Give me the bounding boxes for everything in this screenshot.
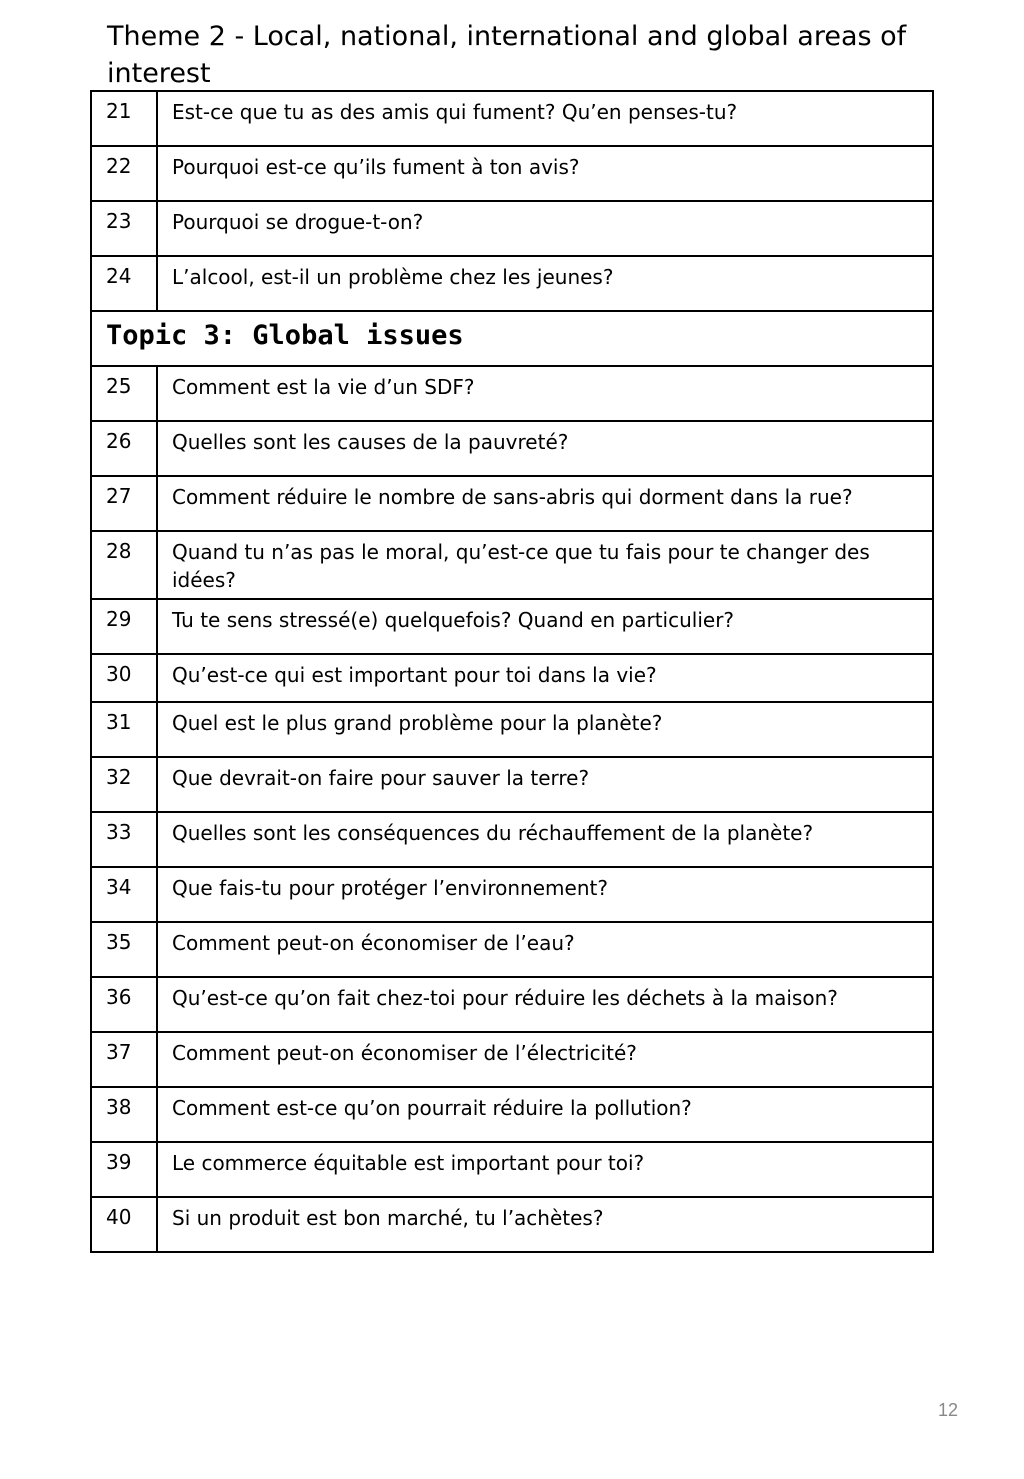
question-number: 21 bbox=[91, 91, 157, 146]
question-number: 32 bbox=[91, 757, 157, 812]
question-number: 30 bbox=[91, 654, 157, 702]
question-number: 33 bbox=[91, 812, 157, 867]
table-row bbox=[91, 812, 933, 867]
question-text: Comment est-ce qu’on pourrait réduire la pollution? bbox=[157, 1087, 933, 1142]
question-text: Qu’est-ce qu’on fait chez-toi pour réduire les déchets à la maison? bbox=[157, 977, 933, 1032]
table-row bbox=[91, 1197, 933, 1252]
question-text: Comment peut-on économiser de l’électricité? bbox=[157, 1032, 933, 1087]
table-row bbox=[91, 476, 933, 531]
question-number: 34 bbox=[91, 867, 157, 922]
question-number: 27 bbox=[91, 476, 157, 531]
question-number: 37 bbox=[91, 1032, 157, 1087]
table-row bbox=[91, 366, 933, 421]
question-number: 23 bbox=[91, 201, 157, 256]
page-number: 12 bbox=[938, 1400, 959, 1420]
table-row bbox=[91, 91, 933, 146]
question-text: Quand tu n’as pas le moral, qu’est-ce que tu fais pour te changer des idées? bbox=[157, 531, 933, 599]
question-number: 36 bbox=[91, 977, 157, 1032]
question-number: 28 bbox=[91, 531, 157, 599]
table-row bbox=[91, 702, 933, 757]
table-row bbox=[91, 867, 933, 922]
question-number: 26 bbox=[91, 421, 157, 476]
page-title: Theme 2 - Local, national, international and global areas of interest bbox=[107, 21, 907, 89]
question-number: 35 bbox=[91, 922, 157, 977]
question-text: Tu te sens stressé(e) quelquefois? Quand en particulier? bbox=[157, 599, 933, 654]
questions-table bbox=[90, 90, 934, 1253]
question-number: 24 bbox=[91, 256, 157, 311]
question-text: Comment peut-on économiser de l’eau? bbox=[157, 922, 933, 977]
question-text: Si un produit est bon marché, tu l’achètes? bbox=[157, 1197, 933, 1252]
table-row bbox=[91, 256, 933, 311]
question-text: Le commerce équitable est important pour toi? bbox=[157, 1142, 933, 1197]
question-number: 25 bbox=[91, 366, 157, 421]
question-text: Comment est la vie d’un SDF? bbox=[157, 366, 933, 421]
question-text: Qu’est-ce qui est important pour toi dans la vie? bbox=[157, 654, 933, 702]
question-text: Pourquoi est-ce qu’ils fument à ton avis? bbox=[157, 146, 933, 201]
question-text: Pourquoi se drogue-t-on? bbox=[157, 201, 933, 256]
question-number: 38 bbox=[91, 1087, 157, 1142]
table-row bbox=[91, 1032, 933, 1087]
question-text: Quelles sont les causes de la pauvreté? bbox=[157, 421, 933, 476]
table-row bbox=[91, 421, 933, 476]
table-row bbox=[91, 654, 933, 702]
question-text: Que fais-tu pour protéger l’environnement? bbox=[157, 867, 933, 922]
question-text: L’alcool, est-il un problème chez les jeunes? bbox=[157, 256, 933, 311]
table-row bbox=[91, 201, 933, 256]
question-number: 22 bbox=[91, 146, 157, 201]
table-row bbox=[91, 531, 933, 599]
question-text: Quelles sont les conséquences du réchauffement de la planète? bbox=[157, 812, 933, 867]
question-text: Quel est le plus grand problème pour la planète? bbox=[157, 702, 933, 757]
table-row bbox=[91, 1142, 933, 1197]
table-row bbox=[91, 1087, 933, 1142]
table-row bbox=[91, 146, 933, 201]
table-row bbox=[91, 977, 933, 1032]
question-number: 39 bbox=[91, 1142, 157, 1197]
question-number: 29 bbox=[91, 599, 157, 654]
table-row bbox=[91, 757, 933, 812]
table-row bbox=[91, 922, 933, 977]
table-row bbox=[91, 599, 933, 654]
question-text: Que devrait-on faire pour sauver la terre? bbox=[157, 757, 933, 812]
topic-row bbox=[91, 311, 933, 366]
question-text: Est-ce que tu as des amis qui fument? Qu’en penses-tu? bbox=[157, 91, 933, 146]
question-text: Comment réduire le nombre de sans-abris qui dorment dans la rue? bbox=[157, 476, 933, 531]
topic-heading: Topic 3: Global issues bbox=[91, 311, 933, 366]
question-number: 40 bbox=[91, 1197, 157, 1252]
question-number: 31 bbox=[91, 702, 157, 757]
